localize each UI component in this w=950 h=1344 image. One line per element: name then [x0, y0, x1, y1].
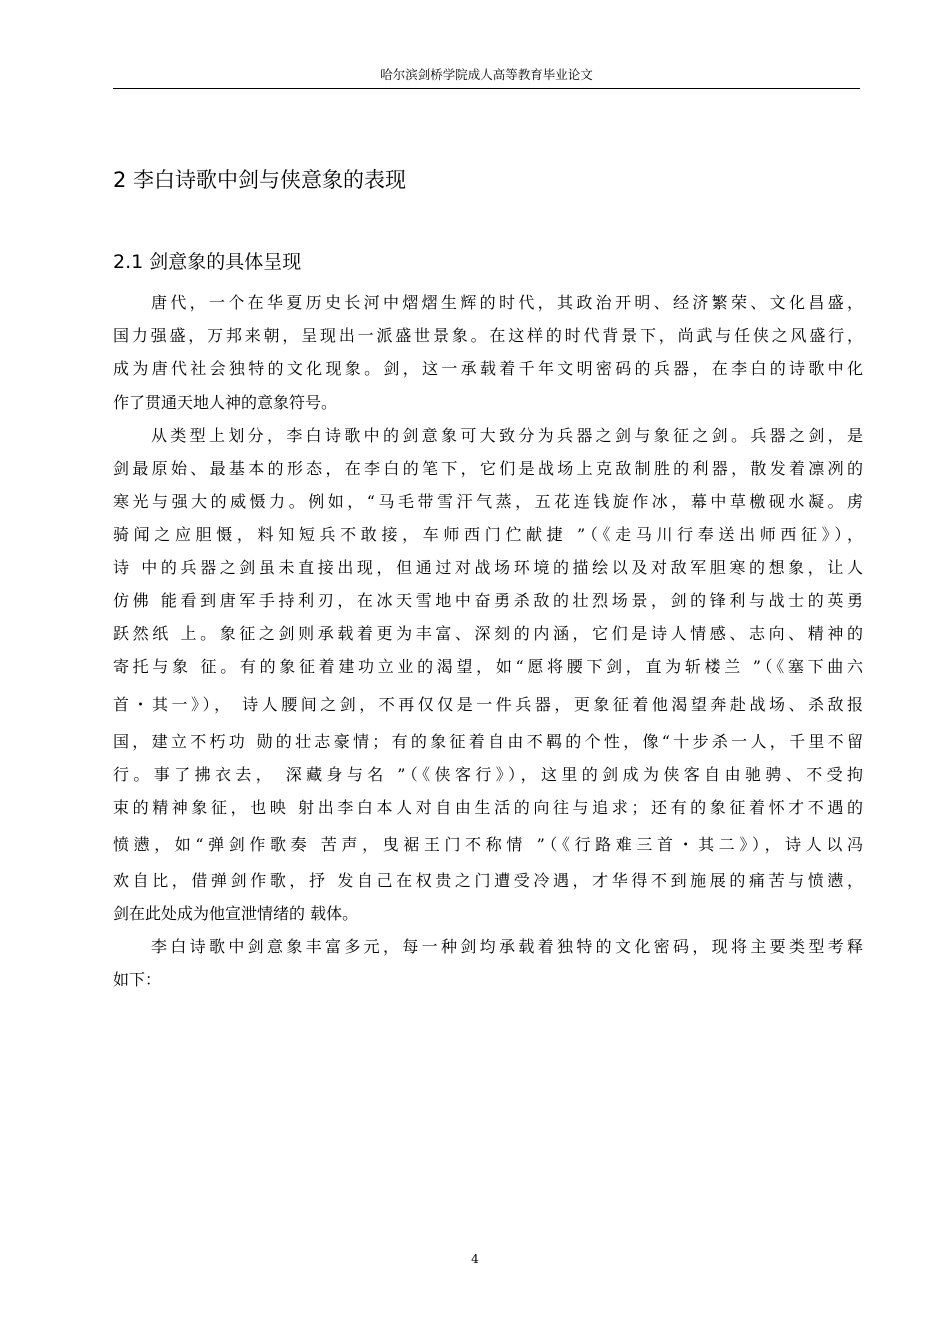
paragraph-line: 首・其一》）， 诗人腰间之剑，不再仅仅是一件兵器，更象征着他渴望奔赴战场、杀敌报 — [113, 695, 863, 714]
paragraph-line: 行。事了拂衣去， 深藏身与名 ”（《侠客行》），这里的剑成为侠客自由驰骋、不受拘 — [113, 765, 863, 784]
page-number: 4 — [471, 1252, 479, 1266]
paragraph-line: 剑最原始、最基本的形态，在李白的笔下，它们是战场上克敌制胜的利器，散发着凛冽的 — [113, 459, 863, 478]
paragraph-line: 跃然纸 上。象征之剑则承载着更为丰富、深刻的内涵，它们是诗人情感、志向、精神的 — [113, 624, 863, 643]
paragraph-line: 剑在此处成为他宣泄情绪的 载体。 — [113, 904, 359, 923]
paragraph-line: 国，建立不朽功 勋的壮志豪情；有的象征着自由不羁的个性，像“十步杀一人，千里不留 — [113, 732, 863, 751]
paragraph-line: 寄托与象 征。有的象征着建功立业的渴望，如“愿将腰下剑，直为斩楼兰 ”（《塞下曲六 — [113, 657, 863, 676]
section-heading: 2.1 剑意象的具体呈现 — [113, 251, 302, 273]
paragraph-line: 从类型上划分，李白诗歌中的剑意象可大致分为兵器之剑与象征之剑。兵器之剑，是 — [151, 426, 863, 445]
paragraph-line: 骑闻之应胆慑，料知短兵不敢接，车师西门伫献捷 ”（《走马川行奉送出师西征》）， — [113, 525, 863, 544]
paragraph-line: 作了贯通天地人神的意象符号。 — [113, 393, 338, 412]
paragraph-line: 如下： — [113, 970, 162, 989]
chapter-heading: 2 李白诗歌中剑与侠意象的表现 — [113, 168, 407, 192]
paragraph-line: 诗 中的兵器之剑虽未直接出现，但通过对战场环境的描绘以及对敌军胆寒的想象，让人 — [113, 558, 863, 577]
paragraph-line: 寒光与强大的威慑力。例如，“马毛带雪汗气蒸，五花连钱旋作冰，幕中草檄砚水凝。虏 — [113, 492, 863, 511]
paragraph-line: 唐代，一个在华夏历史长河中熠熠生辉的时代，其政治开明、经济繁荣、文化昌盛， — [151, 293, 863, 312]
paragraph-line: 束的精神象征，也映 射出李白本人对自由生活的向往与追求；还有的象征着怀才不遇的 — [113, 798, 863, 817]
paragraph-line: 国力强盛，万邦来朝，呈现出一派盛世景象。在这样的时代背景下，尚武与任侠之风盛行， — [113, 326, 863, 345]
paragraph-line: 李白诗歌中剑意象丰富多元，每一种剑均承载着独特的文化密码，现将主要类型考释 — [151, 937, 863, 956]
paragraph-line: 欢自比，借弹剑作歌，抒 发自己在权贵之门遭受冷遇，才华得不到施展的痛苦与愤懑， — [113, 871, 863, 890]
paragraph-line: 仿佛 能看到唐军手持利刃，在冰天雪地中奋勇杀敌的壮烈场景，剑的锋利与战士的英勇 — [113, 591, 863, 610]
paragraph-line: 成为唐代社会独特的文化现象。剑，这一承载着千年文明密码的兵器，在李白的诗歌中化 — [113, 359, 863, 378]
running-header: 哈尔滨剑桥学院成人高等教育毕业论文 — [113, 67, 860, 89]
paragraph-line: 愤懑，如“弹剑作歌奏 苦声，曳裾王门不称情 ”（《行路难三首・其二》），诗人以冯 — [113, 835, 863, 854]
